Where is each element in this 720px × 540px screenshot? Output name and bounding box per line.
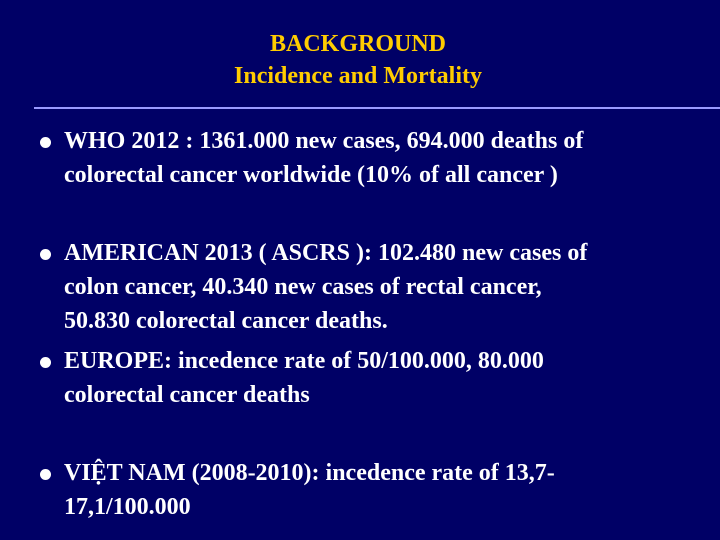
title-divider [34, 107, 720, 109]
bullet-text: AMERICAN 2013 ( ASCRS ): 102.480 new cases of colon cancer, 40.340 new cases of rectal cancer, 50.830 colorectal cancer deaths. [64, 240, 588, 334]
bullet-dot-icon [40, 469, 51, 480]
bullet-text: EUROPE: incedence rate of 50/100.000, 80.000 colorectal cancer deaths [64, 348, 544, 408]
bullet-dot-icon [40, 357, 51, 368]
bullet-item-american [40, 236, 700, 338]
bullet-text: WHO 2012 : 1361.000 new cases, 694.000 deaths of colorectal cancer worldwide (10% of all cancer ) [64, 128, 584, 188]
bullet-item-vietnam [40, 456, 700, 524]
bullet-item-who [40, 124, 700, 192]
bullet-text: VIỆT NAM (2008-2010): incedence rate of 13,7- 17,1/100.000 [64, 460, 555, 520]
bullet-item-europe [40, 344, 700, 412]
title-heading: BACKGROUND [269, 31, 446, 57]
bullet-dot-icon [40, 249, 51, 260]
title-subheading: Incidence and Mortality [234, 63, 482, 89]
slide-title [0, 28, 716, 92]
bullet-dot-icon [40, 137, 51, 148]
